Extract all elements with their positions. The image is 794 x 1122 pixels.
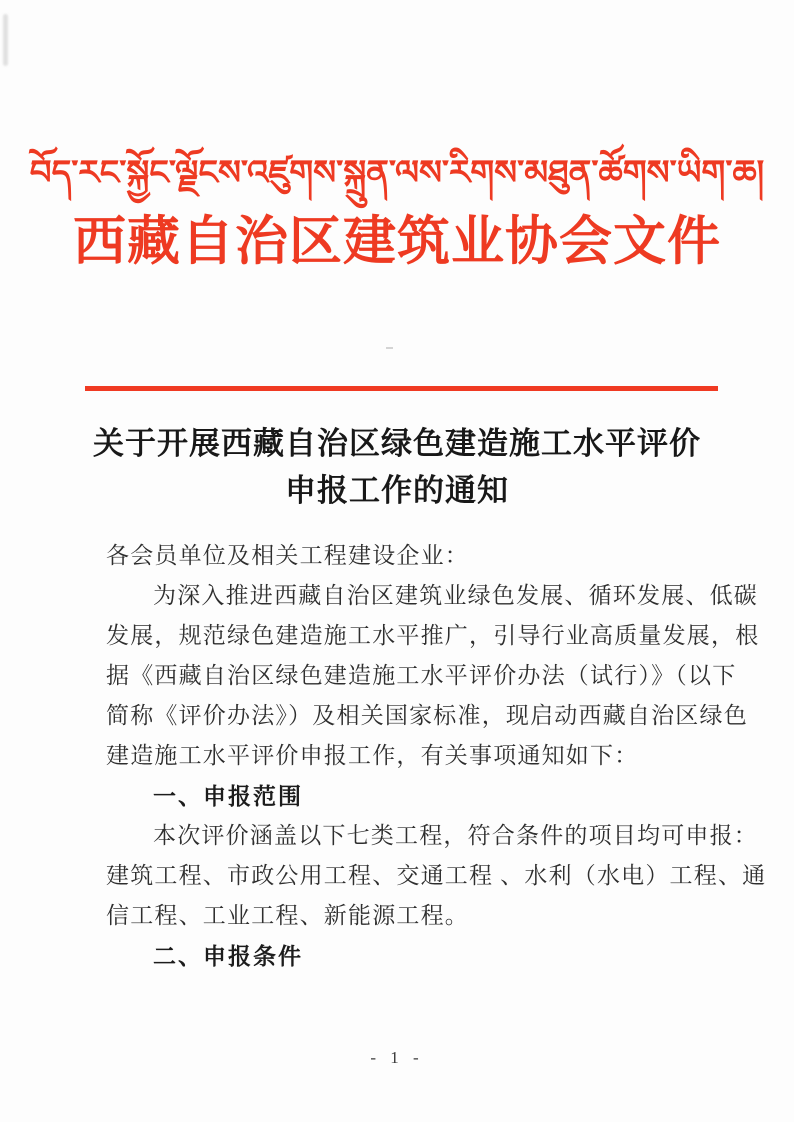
document-title xyxy=(0,420,794,514)
section-heading-application-conditions: 二、申报条件 xyxy=(153,943,303,969)
salutation-line: 各会员单位及相关工程建设企业： xyxy=(106,543,469,568)
document-title-line-1: 关于开展西藏自治区绿色建造施工水平评价 xyxy=(93,426,701,461)
body-line: 发展，规范绿色建造施工水平推广，引导行业高质量发展，根 xyxy=(106,623,760,648)
letterhead-organization-title: 西藏自治区建筑业协会文件 xyxy=(73,213,721,271)
body-line: 建筑工程、市政公用工程、交通工程 、水利（水电）工程、通 xyxy=(106,863,767,888)
page-number: - 1 - xyxy=(370,1048,424,1067)
body-line: 本次评价涵盖以下七类工程，符合条件的项目均可申报： xyxy=(153,823,758,848)
body-line: 为深入推进西藏自治区建筑业绿色发展、循环发展、低碳 xyxy=(153,583,758,608)
letterhead-red-rule xyxy=(85,386,718,391)
scan-dash-artifact xyxy=(386,347,393,349)
body-line: 据《西藏自治区绿色建造施工水平评价办法（试行）》（以下 xyxy=(106,663,737,688)
body-line: 建造施工水平评价申报工作，有关事项通知如下： xyxy=(106,743,639,768)
scan-smudge-artifact xyxy=(3,14,8,66)
body-line: 简称《评价办法》）及相关国家标准，现启动西藏自治区绿色 xyxy=(106,703,748,728)
letterhead-tibetan-title: བོད་རང་སྐྱོང་ལྗོངས་འཛུགས་སྐྲུན་ལས་རིགས་མཐུན་ཚོགས་ཡིག་ཆ། xyxy=(29,155,765,192)
document-body xyxy=(106,536,767,976)
body-line: 信工程、工业工程、新能源工程。 xyxy=(106,903,469,928)
section-heading-application-scope: 一、申报范围 xyxy=(153,783,303,809)
document-title-line-2: 申报工作的通知 xyxy=(285,473,509,508)
